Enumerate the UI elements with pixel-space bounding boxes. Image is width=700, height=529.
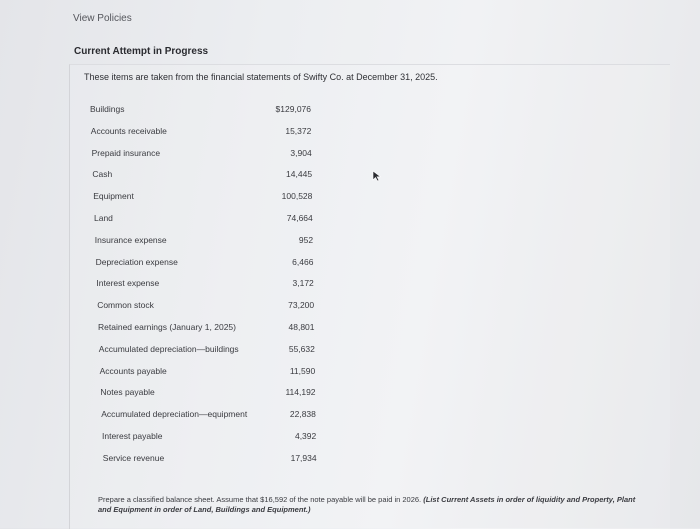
- problem-intro: These items are taken from the financial statements of Swifty Co. at December 31, 2025.: [84, 72, 438, 82]
- view-policies-link[interactable]: View Policies: [73, 13, 132, 24]
- table-row: [88, 449, 328, 471]
- item-value: 11,590: [289, 365, 316, 376]
- table-row: [88, 318, 328, 340]
- item-label: Land: [94, 212, 113, 223]
- instructions-emphasis: (List Current Assets in order of liquidity and Property, Plant and Equipment in order of Land, Buildings and Equipment.): [98, 495, 636, 514]
- table-row: [88, 100, 328, 122]
- table-row: [88, 340, 328, 362]
- table-row: [88, 231, 328, 253]
- table-row: [88, 165, 328, 187]
- table-row: [88, 144, 328, 166]
- item-label: Interest expense: [96, 278, 160, 289]
- item-label: Insurance expense: [94, 234, 167, 245]
- table-row: [88, 383, 328, 405]
- item-value: 73,200: [288, 300, 315, 311]
- attempt-heading: Current Attempt in Progress: [74, 46, 209, 57]
- table-row: [88, 427, 328, 449]
- item-label: Notes payable: [100, 387, 155, 398]
- table-row: [88, 296, 328, 318]
- table-row: [88, 405, 328, 427]
- item-value: 4,392: [294, 430, 317, 441]
- item-value: 3,172: [292, 278, 314, 289]
- item-value: 48,801: [288, 321, 315, 332]
- item-label: Accounts receivable: [90, 125, 167, 136]
- item-label: Cash: [92, 169, 113, 180]
- table-row: [88, 122, 328, 144]
- item-label: Depreciation expense: [95, 256, 178, 267]
- instructions-text: Prepare a classified balance sheet. Assume that $16,592 of the note payable will be paid in 2026.: [98, 495, 422, 504]
- mouse-cursor-icon: [372, 170, 382, 182]
- item-label: Accumulated depreciation—equipment: [101, 409, 248, 420]
- item-label: Equipment: [93, 191, 134, 202]
- table-row: [88, 362, 328, 384]
- item-label: Accounts payable: [99, 365, 167, 376]
- item-value: 114,192: [285, 387, 316, 398]
- item-value: $129,076: [275, 104, 311, 114]
- item-value: 100,528: [281, 191, 313, 202]
- item-label: Common stock: [97, 300, 154, 311]
- instructions: [98, 495, 638, 515]
- table-row: [88, 253, 328, 275]
- item-label: Service revenue: [102, 452, 165, 463]
- table-row: [88, 209, 328, 231]
- financial-items-table: [88, 100, 328, 471]
- item-value: 6,466: [292, 256, 314, 267]
- item-label: Interest payable: [102, 430, 163, 441]
- item-value: 14,445: [286, 169, 313, 180]
- item-label: Retained earnings (January 1, 2025): [98, 321, 236, 332]
- item-value: 74,664: [286, 212, 313, 223]
- table-row: [88, 274, 328, 296]
- item-value: 3,904: [290, 147, 312, 158]
- table-row: [88, 187, 328, 209]
- item-value: 15,372: [285, 125, 312, 136]
- item-value: 22,838: [289, 409, 316, 420]
- item-label: Buildings: [90, 104, 125, 114]
- item-label: Prepaid insurance: [91, 147, 161, 158]
- item-value: 17,934: [290, 452, 317, 463]
- item-value: 952: [298, 234, 314, 245]
- item-value: 55,632: [288, 343, 315, 354]
- item-label: Accumulated depreciation—buildings: [98, 343, 239, 354]
